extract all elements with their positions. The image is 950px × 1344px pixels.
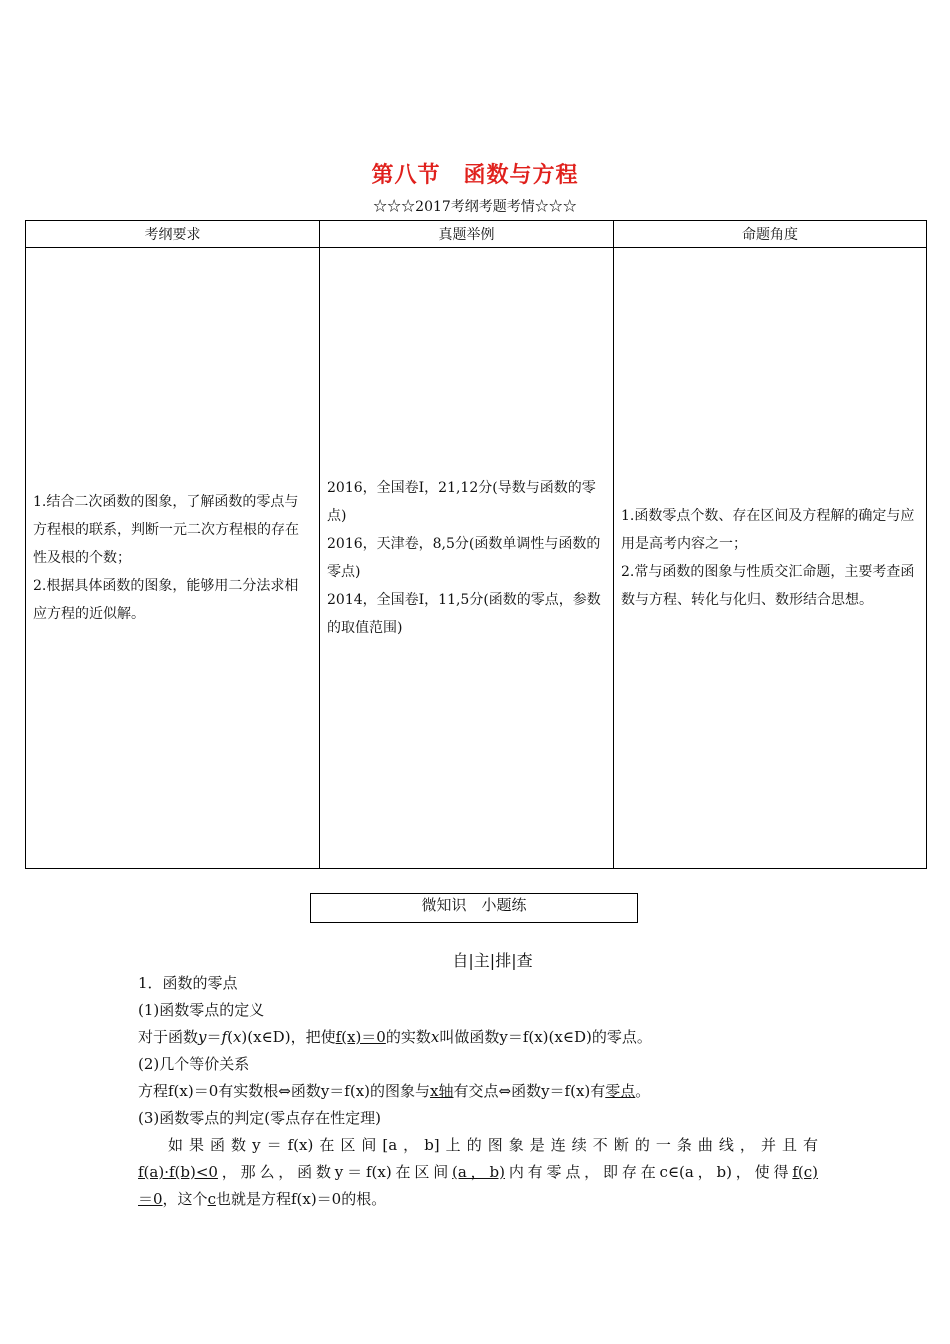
text-span: y＝f(x)(x∈D)的零点。 (499, 1028, 652, 1046)
text-span: 对于函数 (138, 1028, 199, 1046)
underlined-answer: x轴 (430, 1082, 454, 1100)
underlined-answer: (a，b) (452, 1163, 505, 1181)
underlined-answer: ＝0 (138, 1190, 163, 1208)
definition-paragraph (138, 1024, 818, 1051)
text-span: 叫做函数 (439, 1028, 500, 1046)
heading-zero-point: 1．函数的零点 (138, 974, 238, 992)
section-box-label: 微知识 小题练 (310, 893, 638, 923)
table-header-row (26, 221, 927, 248)
underlined-answer: 零点 (605, 1082, 636, 1100)
exam-requirements-table (25, 220, 927, 869)
content-body (138, 970, 818, 1213)
text-span: 也就是方程f(x)＝0的根。 (215, 1190, 387, 1208)
angle-cell (614, 248, 927, 869)
text-span: f (221, 1028, 228, 1046)
text-span: 内有零点，即存在c∈(a，b)，使得 (504, 1163, 793, 1181)
text-span: ＝ (206, 1028, 222, 1046)
text-span: 。 (635, 1082, 651, 1100)
section-title: 自|主|排|查 (452, 951, 533, 970)
exam-subtitle: ☆☆☆2017考纲考题考情☆☆☆ (373, 199, 577, 215)
text-span: ，把使 (290, 1028, 336, 1046)
subheading-definition: (1)函数零点的定义 (138, 1001, 265, 1019)
angle-item: 2.常与函数的图象与性质交汇命题，主要考查函数与方程、转化与化归、数形结合思想。 (621, 564, 915, 608)
text-span: 的实数 (385, 1028, 431, 1046)
header-requirements: 考纲要求 (26, 221, 320, 248)
example-item: 2016，全国卷Ⅰ，21,12分(导数与函数的零点) (327, 480, 596, 524)
text-span: ，这个 (162, 1190, 208, 1208)
example-item: 2016，天津卷，8,5分(函数单调性与函数的零点) (327, 536, 601, 580)
text-span: ，那么，函数y＝f(x)在区间 (217, 1163, 453, 1181)
equivalence-paragraph (138, 1078, 818, 1105)
table-row (26, 248, 927, 869)
examples-cell (320, 248, 614, 869)
requirement-item: 1.结合二次函数的图象，了解函数的零点与方程根的联系，判断一元二次方程根的存在性及根的个数； (33, 494, 299, 566)
angle-item: 1.函数零点个数、存在区间及方程解的确定与应用是高考内容之一； (621, 508, 915, 552)
theorem-line-3 (138, 1186, 818, 1213)
text-span: ( (227, 1028, 233, 1046)
header-examples: 真题举例 (320, 221, 614, 248)
theorem-line-1 (138, 1132, 818, 1159)
requirements-cell (26, 248, 320, 869)
text-span: x (232, 1028, 242, 1046)
header-angle: 命题角度 (614, 221, 927, 248)
subheading-equivalence: (2)几个等价关系 (138, 1055, 250, 1073)
theorem-line-2 (138, 1159, 818, 1186)
subheading-theorem: (3)函数零点的判定(零点存在性定理) (138, 1109, 381, 1127)
text-span: (x∈D) (247, 1028, 291, 1046)
text-span: y (198, 1028, 207, 1046)
requirement-item: 2.根据具体函数的图象，能够用二分法求相应方程的近似解。 (33, 578, 299, 622)
underlined-answer: f(c) (792, 1163, 818, 1181)
text-span: x (430, 1028, 440, 1046)
text-span: 如果函数y＝f(x)在区间[a，b]上的图象是连续不断的一条曲线，并且有 (168, 1136, 818, 1154)
page-title: 第八节 函数与方程 (371, 162, 579, 188)
text-span: 方程f(x)＝0有实数根⇔函数y＝f(x)的图象与 (138, 1082, 431, 1100)
text-span: 有交点⇔函数y＝f(x)有 (453, 1082, 606, 1100)
text-span: ) (241, 1028, 248, 1046)
example-item: 2014，全国卷Ⅰ，11,5分(函数的零点，参数的取值范围) (327, 592, 601, 636)
underlined-answer: f(x)＝0 (335, 1028, 386, 1046)
underlined-answer: f(a)·f(b)<0 (138, 1163, 218, 1181)
underlined-answer: c (207, 1190, 216, 1208)
